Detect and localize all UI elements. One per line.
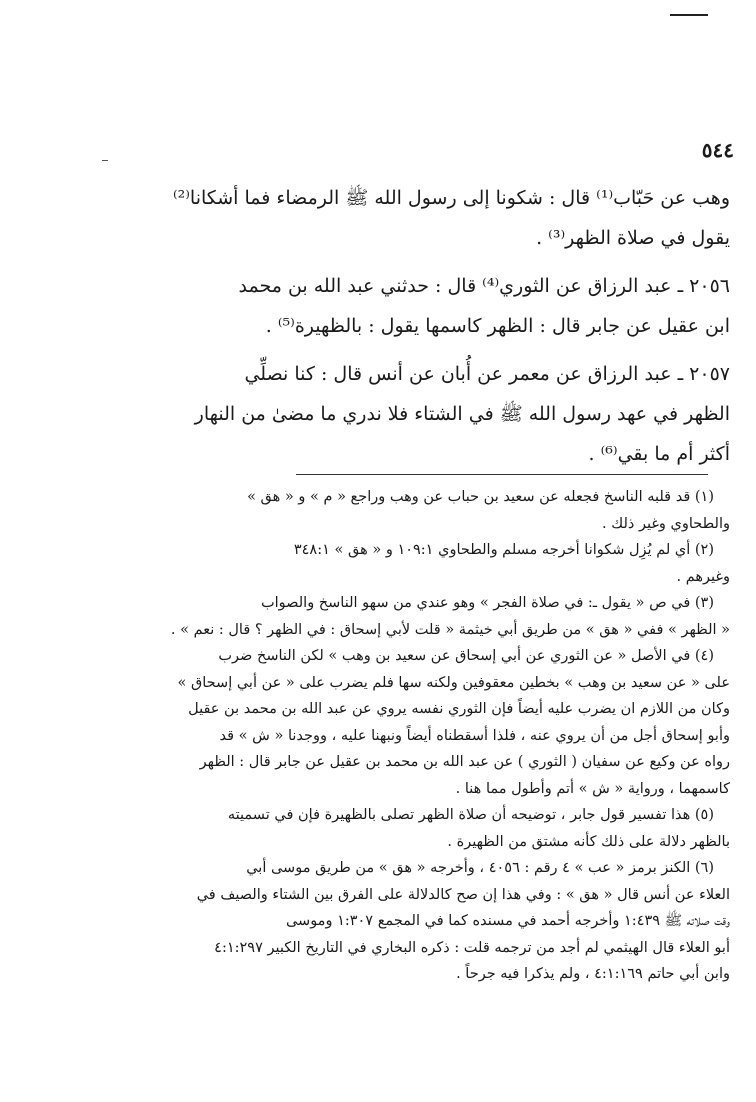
paragraph-gap: [66, 258, 730, 266]
footnote-separator: [296, 474, 708, 475]
footnote-line: (٦) الكنز برمز « عب » ٤ رقم : ٤٠٥٦ ، وأخرجه « هق » من طريق موسى أبي: [246, 860, 714, 876]
footnote-line: (٢) أي لم يُزِل شكوانا أخرجه مسلم والطحاوي ١٠٩:١ و « هق » ٣٤٨:١: [293, 542, 714, 558]
small-dash: [102, 160, 108, 161]
footnote-line: رواه عن وكيع عن سفيان ( الثوري ) عن عبد الله بن محمد بن عقيل عن جابر قال : الظهر: [199, 754, 730, 770]
top-rule: [670, 14, 708, 16]
footnote-line: (٤) في الأصل « عن الثوري عن أبي إسحاق عن سعيد بن وهب » لكن الناسخ ضرب: [218, 648, 714, 664]
main-line: وهب عن حَبّاب⁽¹⁾ قال : شكونا إلى رسول الله ﷺ الرمضاء فما أشكانا⁽²⁾: [172, 187, 730, 209]
footnote-line: (١) قد قلبه الناسخ فجعله عن سعيد بن حباب عن وهب وراجع « م » و « هق »: [247, 489, 714, 505]
footnote-line: (٣) في ص « يقول ـ: في صلاة الفجر » وهو عندي من سهو الناسخ والصواب: [261, 595, 714, 611]
footnote-line: كاسمهما ، ورواية « ش » أتم وأطول مما هنا .: [455, 780, 730, 797]
page-number: ٥٤٤: [701, 138, 734, 162]
main-line: يقول في صلاة الظهر⁽³⁾ .: [536, 227, 730, 249]
main-line: ٢٠٥٦ ـ عبد الرزاق عن الثوري⁽⁴⁾ قال : حدثني عبد الله بن محمد: [238, 275, 730, 297]
footnote-line: وأبو إسحاق أجل من أن يروي عنه ، فلذا أسقطناه أيضاً ونبهنا عليه ، ووجدنا « ش » قد: [219, 727, 730, 744]
main-line: ابن عقيل عن جابر قال : الظهر كاسمها يقول : بالظهيرة⁽⁵⁾ .: [265, 315, 730, 337]
main-line: الظهر في عهد رسول الله ﷺ في الشتاء فلا ندري ما مضىٰ من النهار: [194, 403, 730, 425]
main-line: أكثر أم ما بقي⁽⁶⁾ .: [588, 443, 730, 465]
footnote-line: والطحاوي وغير ذلك .: [602, 515, 730, 532]
footnote-line: وغيرهم .: [676, 568, 730, 585]
paragraph-gap: [66, 346, 730, 354]
footnote-line: (٥) هذا تفسير قول جابر ، توضيحه أن صلاة الظهر تصلى بالظهيرة فإن في تسميته: [227, 807, 714, 823]
footnote-line: وابن أبي حاتم ٤:١:١٦٩ ، ولم يذكرا فيه جرحاً .: [456, 966, 730, 982]
footnote-line: العلاء عن أنس قال « هق » : وفي هذا إن صح كالدلالة على الفرق بين الشتاء والصيف في: [196, 886, 730, 903]
main-text: [66, 178, 730, 474]
footnote-line: وكان من اللازم ان يضرب عليه أيضاً فإن الثوري نفسه يروي عن عبد الله بن محمد بن عقيل: [188, 701, 730, 717]
footnote-line: وقت صلاته ﷺ ١:٤٣٩ وأخرجه أحمد في مسنده كما في المجمع ١:٣٠٧ وموسى: [285, 913, 730, 929]
footnote-line: أبو العلاء قال الهيثمي لم أجد من ترجمه قلت : ذكره البخاري في التاريخ الكبير ٤:١:٢٩٧: [214, 939, 730, 956]
footnotes: [60, 484, 730, 988]
footnote-line: « الظهر » ففي « هق » من طريق أبي خيثمة « قلت لأبي إسحاق : في الظهر ؟ قال : نعم » .: [170, 621, 730, 638]
footnote-line: على « عن سعيد بن وهب » بخطين معقوفين ولكنه سها فلم يضرب على « عن أبي إسحاق »: [177, 674, 730, 691]
footnote-line: بالظهر دلالة على ذلك كأنه مشتق من الظهيرة .: [447, 833, 730, 850]
main-line: ٢٠٥٧ ـ عبد الرزاق عن معمر عن أُبان عن أنس قال : كنا نصلِّي: [244, 363, 730, 385]
